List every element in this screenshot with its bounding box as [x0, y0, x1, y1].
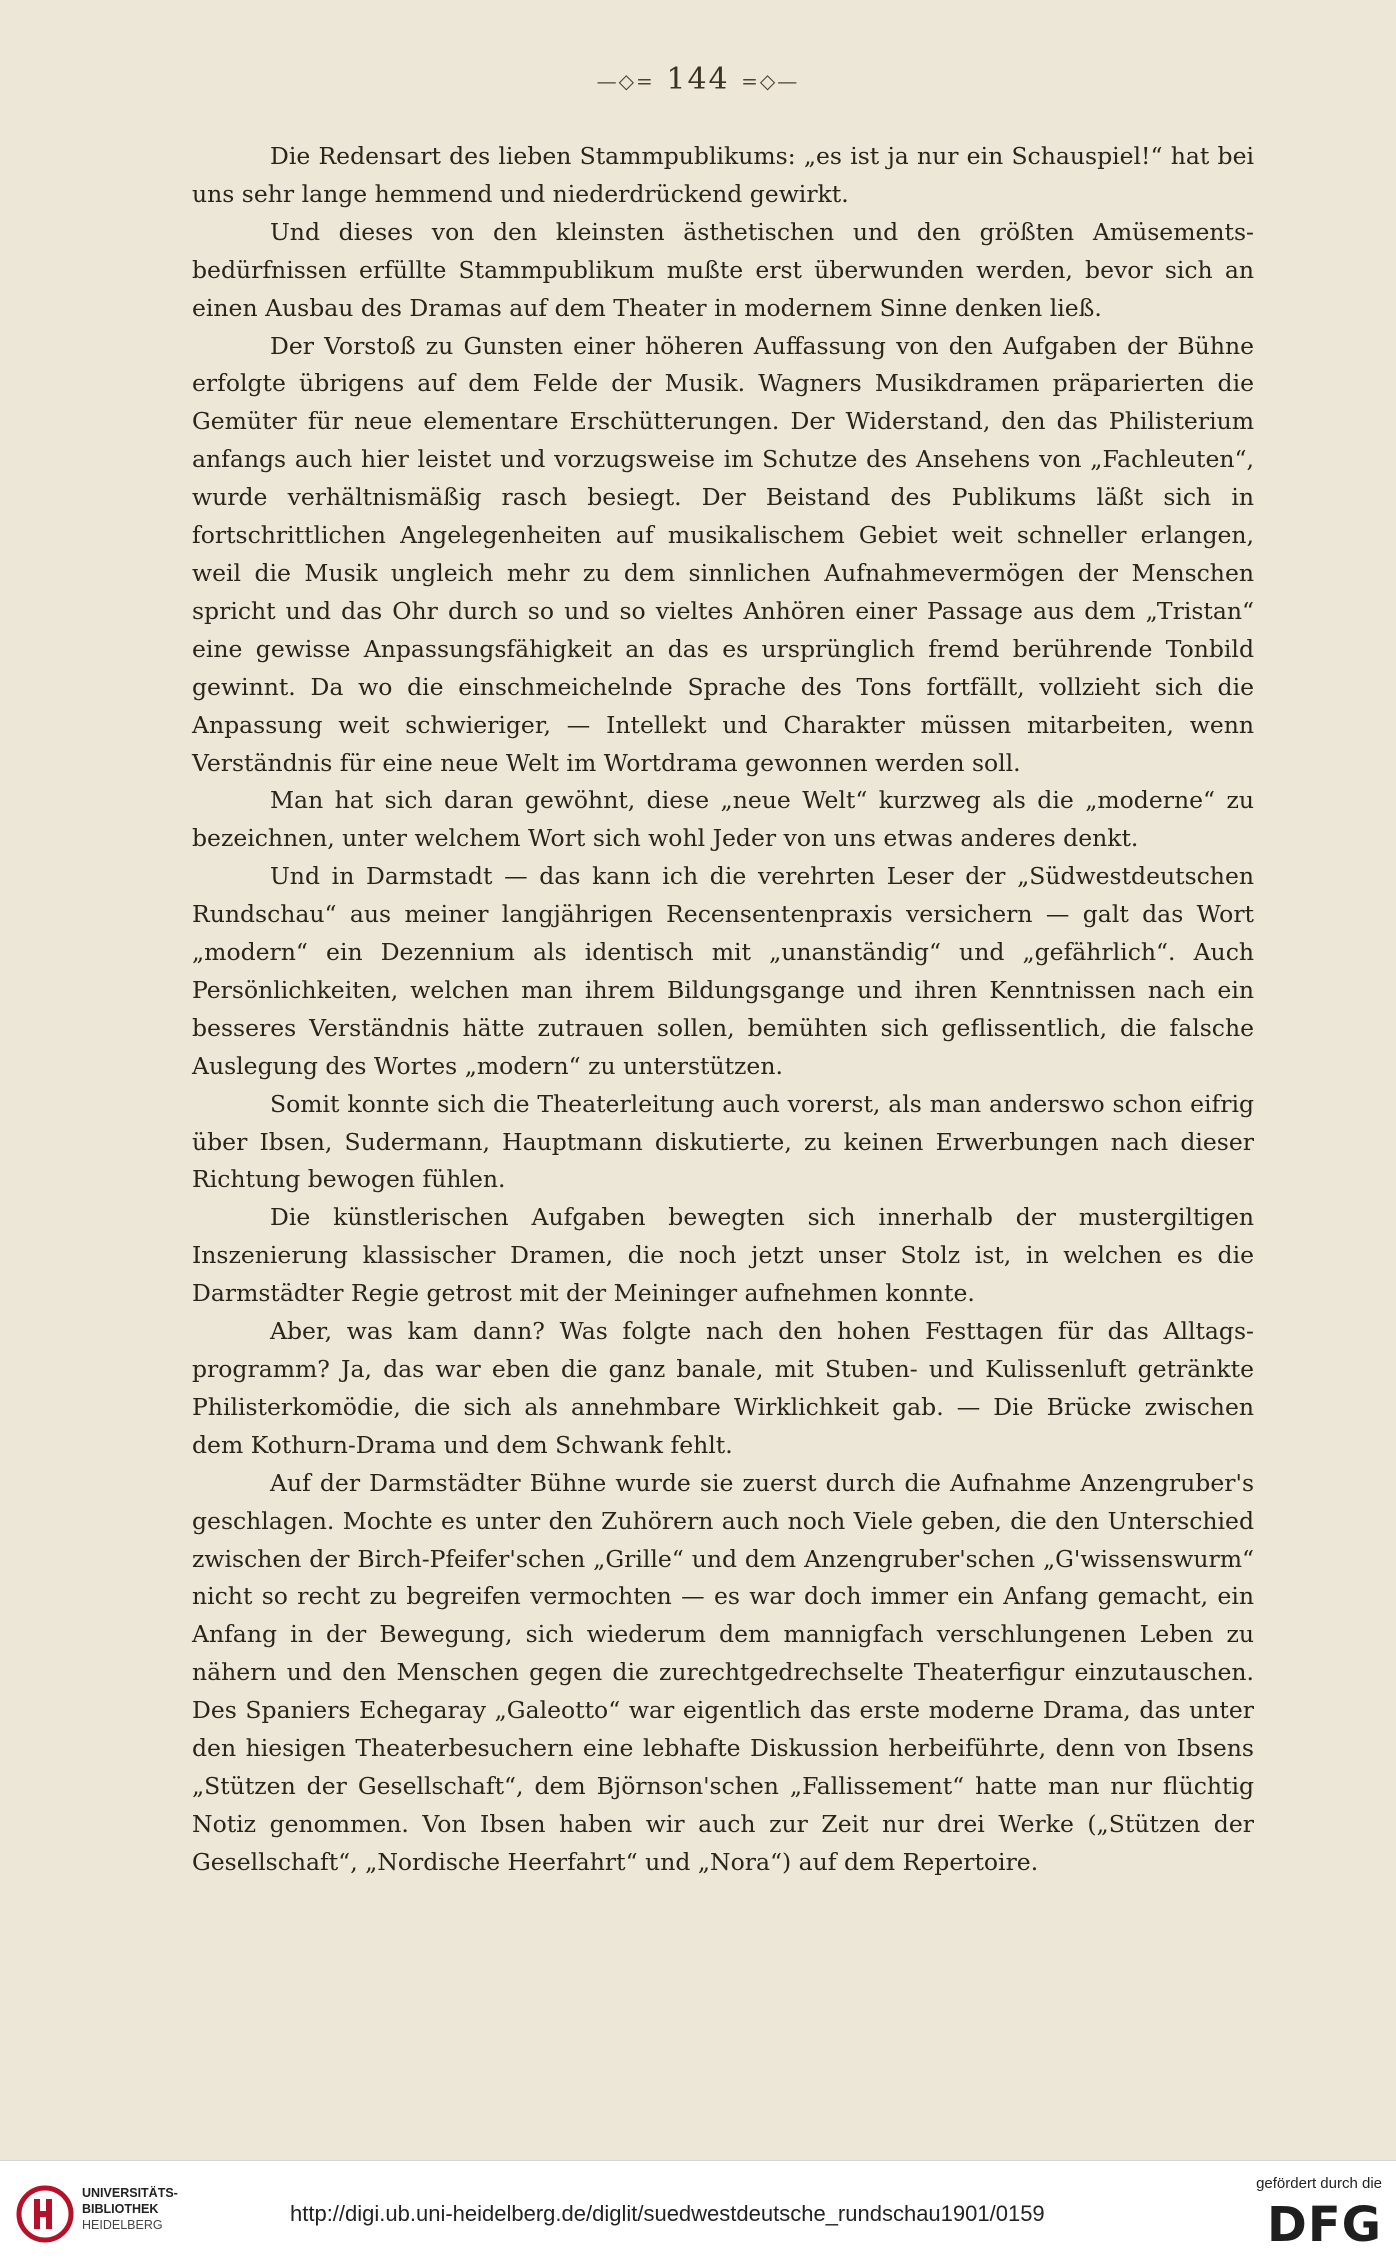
paragraph: Aber, was kam dann? Was folgte nach den hohen Festtagen für das Alltagsprogramm? Ja, das war eben die ganz banale, mit Stuben- und Kulissenluft getränkte Philisterkomödie, die sich als annehmbare Wirklichkeit gab. — Die Brücke zwischen dem Kothurn-Drama und dem Schwank fehlt.	[192, 1317, 1254, 1459]
paragraph: Man hat sich daran gewöhnt, diese „neue Welt“ kurzweg als die „moderne“ zu bezeichnen, unter welchem Wort sich wohl Jeder von uns etwas anderes denkt.	[192, 786, 1254, 853]
library-name-line3: HEIDELBERG	[82, 2218, 163, 2232]
page-number: 144	[666, 62, 730, 97]
library-name-line2: BIBLIOTHEK	[82, 2202, 159, 2216]
page-header	[0, 62, 1396, 97]
dfg-logo: DFG	[1266, 2197, 1382, 2253]
library-name-line1: UNIVERSITÄTS-	[82, 2186, 178, 2200]
paragraph: Die Redensart des lieben Stammpublikums: „es ist ja nur ein Schauspiel!“ hat bei uns sehr lange hemmend und niederdrückend gewirkt.	[192, 142, 1254, 208]
ornament-left: —◇=	[596, 69, 655, 93]
paragraph: Und dieses von den kleinsten ästhetischen und den größten Amüsementsbedürfnissen erfüllte Stammpublikum mußte erst überwunden werden, bevor sich an einen Ausbau des Dramas auf dem Theater in modernem Sinne denken ließ.	[192, 217, 1254, 322]
funded-by-caption: gefördert durch die	[1256, 2175, 1382, 2192]
university-logo-icon	[16, 2185, 74, 2243]
permalink-url[interactable]: http://digi.ub.uni-heidelberg.de/diglit/suedwestdeutsche_rundschau1901/0159	[290, 2201, 1045, 2226]
paragraph: Und in Darmstadt — das kann ich die verehrten Leser der „Südwestdeutschen Rundschau“ aus meiner langjährigen Recensentenpraxis versichern — galt das Wort „modern“ ein Dezennium als identisch mit „unanständig“ und „gefährlich“. Auch Persönlichkeiten, welchen man ihrem Bildungsgange und ihren Kenntnissen nach ein besseres Verständnis hätte zutrauen sollen, bemühten sich geflissentlich, die falsche Auslegung des Wortes „modern“ zu unterstützen.	[192, 862, 1254, 1080]
paragraph: Der Vorstoß zu Gunsten einer höheren Auffassung von den Aufgaben der Bühne erfolgte übrigens auf dem Felde der Musik. Wagners Musikdramen präparierten die Gemüter für neue elementare Erschütterungen. Der Widerstand, den das Philisterium anfangs auch hier leistet und vorzugsweise im Schutze des Ansehens von „Fachleuten“, wurde verhältnismäßig rasch besiegt. Der Beistand des Publikums läßt sich in fortschrittlichen Angelegenheiten auf musikalischem Gebiet weit schneller erlangen, weil die Musik ungleich mehr zu dem sinnlichen Aufnahmevermögen der Menschen spricht und das Ohr durch so und so vieltes Anhören einer Passage aus dem „Tristan“ eine gewisse Anpassungsfähigkeit an das es ursprünglich fremd berührende Tonbild gewinnt. Da wo die einschmeichelnde Sprache des Tons fortfällt, vollzieht sich die Anpassung weit schwieriger, — Intellekt und Charakter müssen mitarbeiten, wenn Verständnis für eine neue Welt im Wortdrama gewonnen werden soll.	[192, 331, 1254, 777]
ornament-right: =◇—	[741, 69, 800, 93]
paragraph: Somit konnte sich die Theaterleitung auch vorerst, als man anderswo schon eifrig über Ibsen, Sudermann, Hauptmann diskutierte, zu keinen Erwerbungen nach dieser Richtung bewogen fühlen.	[192, 1089, 1254, 1194]
paragraph: Die künstlerischen Aufgaben bewegten sich innerhalb der mustergiltigen Inszenierung klassischer Dramen, die noch jetzt unser Stolz ist, in welchen es die Darmstädter Regie getrost mit der Meininger aufnehmen konnte.	[192, 1203, 1254, 1308]
body-text	[192, 138, 1254, 1882]
footer-bar	[0, 2160, 1396, 2259]
library-name	[82, 2185, 178, 2233]
paragraph: Auf der Darmstädter Bühne wurde sie zuerst durch die Aufnahme Anzengruber's geschlagen. Mochte es unter den Zuhörern auch noch Viele geben, die den Unterschied zwischen der Birch-Pfeifer'schen „Grille“ und dem Anzengruber'schen „G'wissenswurm“ nicht so recht zu begreifen vermochten — es war doch immer ein Anfang gemacht, ein Anfang in der Bewegung, sich wiederum dem mannigfach verschlungenen Leben zu nähern und den Menschen gegen die zurechtgedrechselte Theaterfigur einzutauschen. Des Spaniers Echegaray „Galeotto“ war eigentlich das erste moderne Drama, das unter den hiesigen Theaterbesuchern eine lebhafte Diskussion herbeiführte, denn von Ibsens „Stützen der Gesellschaft“, dem Björnson'schen „Fallissement“ hatte man nur flüchtig Notiz genommen. Von Ibsen haben wir auch zur Zeit nur drei Werke („Stützen der Gesellschaft“, „Nordische Heerfahrt“ und „Nora“) auf dem Repertoire.	[192, 1468, 1254, 1876]
